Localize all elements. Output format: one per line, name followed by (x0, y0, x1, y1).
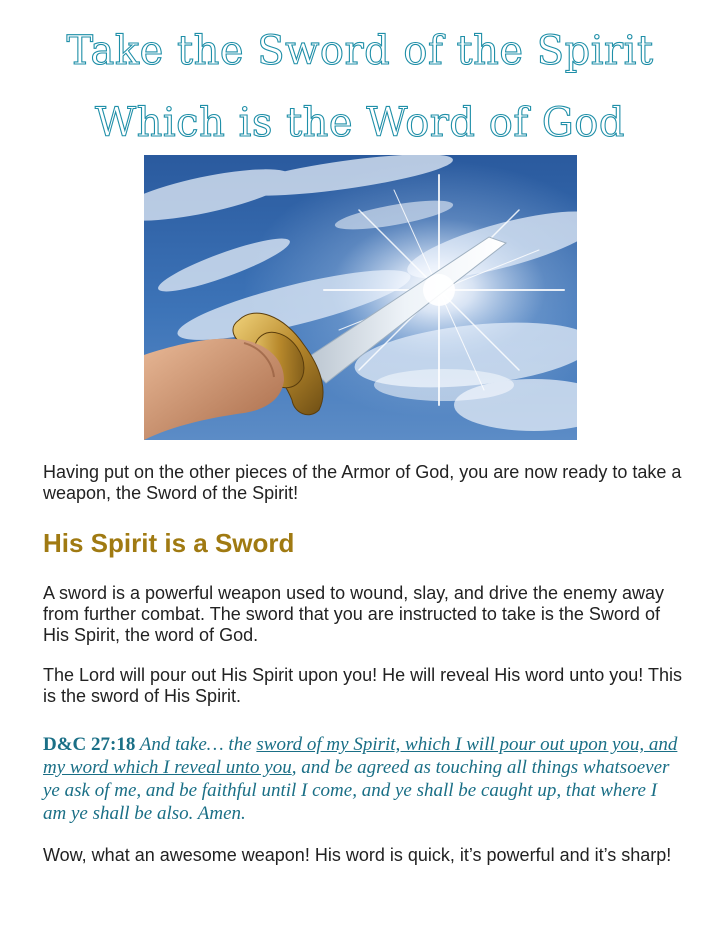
scripture-reference: D&C 27:18 (43, 734, 136, 755)
sword-illustration (144, 155, 577, 440)
scripture-rest: , and be agreed as touching all things whatsoever ye ask of me, and be faithful until I come, and ye shall be caught up, that where I am ye shall be also. Amen. (43, 757, 670, 824)
scripture-underlined-text: sword of my Spirit, which I will pour out upon you, and my word which I reveal unto you (43, 734, 678, 778)
body-paragraph-2: The Lord will pour out His Spirit upon you! He will reveal His word unto you! This is the sword of His Spirit. (43, 665, 682, 706)
hero-image-sword (144, 155, 577, 440)
title-line-2: Which is the Word of God (95, 100, 625, 146)
scripture-quote (43, 733, 683, 825)
section-heading: His Spirit is a Sword (43, 528, 295, 558)
scripture-lead: And take… the (135, 734, 257, 755)
title-line-1: Take the Sword of the Spirit (66, 28, 654, 74)
intro-paragraph: Having put on the other pieces of the Armor of God, you are now ready to take a weapon, the Sword of the Spirit! (43, 462, 682, 503)
body-paragraph-1: A sword is a powerful weapon used to wound, slay, and drive the enemy away from further combat. The sword that you are instructed to take is the Sword of His Spirit, the word of God. (43, 583, 665, 645)
closing-paragraph: Wow, what an awesome weapon! His word is quick, it’s powerful and it’s sharp! (43, 845, 672, 865)
